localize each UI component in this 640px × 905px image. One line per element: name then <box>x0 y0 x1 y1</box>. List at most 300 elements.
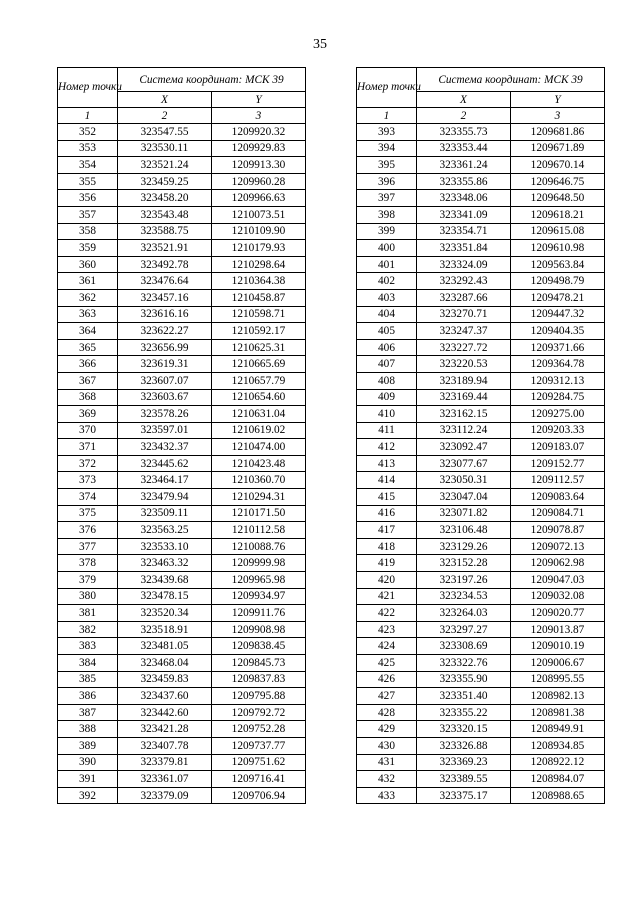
table-row <box>357 173 605 190</box>
y-coordinate-cell: 1208984.07 <box>511 771 605 788</box>
x-coordinate-cell: 323050.31 <box>417 472 511 489</box>
x-coordinate-cell: 323292.43 <box>417 273 511 290</box>
x-coordinate-cell: 323439.68 <box>118 572 212 589</box>
y-coordinate-cell: 1210112.58 <box>212 522 306 539</box>
table-row <box>357 505 605 522</box>
y-coordinate-cell: 1209275.00 <box>511 406 605 423</box>
table-row <box>357 671 605 688</box>
point-number-cell: 353 <box>58 140 118 157</box>
point-number-cell: 374 <box>58 489 118 506</box>
point-number-cell: 423 <box>357 621 417 638</box>
table-row <box>58 455 306 472</box>
point-number-header: Номер точки <box>58 68 118 108</box>
y-coordinate-cell: 1209920.32 <box>212 124 306 141</box>
point-number-cell: 405 <box>357 323 417 340</box>
table-row <box>357 306 605 323</box>
y-coordinate-cell: 1209838.45 <box>212 638 306 655</box>
point-number-cell: 352 <box>58 124 118 141</box>
table-row <box>357 372 605 389</box>
x-coordinate-cell: 323162.15 <box>417 406 511 423</box>
point-number-cell: 373 <box>58 472 118 489</box>
x-coordinate-cell: 323458.20 <box>118 190 212 207</box>
table-row <box>58 389 306 406</box>
y-coordinate-cell: 1209911.76 <box>212 605 306 622</box>
x-coordinate-cell: 323479.94 <box>118 489 212 506</box>
table-body <box>58 124 306 804</box>
x-coordinate-cell: 323106.48 <box>417 522 511 539</box>
x-coordinate-cell: 323152.28 <box>417 555 511 572</box>
y-coordinate-cell: 1209152.77 <box>511 455 605 472</box>
y-coordinate-cell: 1209364.78 <box>511 356 605 373</box>
y-coordinate-cell: 1210423.48 <box>212 455 306 472</box>
table-row <box>58 223 306 240</box>
point-number-cell: 359 <box>58 240 118 257</box>
y-coordinate-cell: 1209478.21 <box>511 289 605 306</box>
y-coordinate-cell: 1209610.98 <box>511 240 605 257</box>
table-row <box>357 339 605 356</box>
y-coordinate-cell: 1209047.03 <box>511 572 605 589</box>
table-row <box>357 240 605 257</box>
x-coordinate-cell: 323379.81 <box>118 754 212 771</box>
y-coordinate-cell: 1209737.77 <box>212 737 306 754</box>
point-number-cell: 385 <box>58 671 118 688</box>
x-coordinate-cell: 323092.47 <box>417 439 511 456</box>
x-coordinate-cell: 323619.31 <box>118 356 212 373</box>
table-row <box>357 754 605 771</box>
y-coordinate-cell: 1209112.57 <box>511 472 605 489</box>
table-row <box>357 771 605 788</box>
table-row <box>357 638 605 655</box>
point-number-cell: 376 <box>58 522 118 539</box>
point-number-cell: 393 <box>357 124 417 141</box>
point-number-cell: 392 <box>58 787 118 804</box>
x-coordinate-cell: 323047.04 <box>417 489 511 506</box>
point-number-cell: 364 <box>58 323 118 340</box>
point-number-cell: 375 <box>58 505 118 522</box>
y-coordinate-cell: 1210592.17 <box>212 323 306 340</box>
x-coordinate-cell: 323287.66 <box>417 289 511 306</box>
x-coordinate-cell: 323324.09 <box>417 256 511 273</box>
y-coordinate-cell: 1210364.38 <box>212 273 306 290</box>
point-number-cell: 382 <box>58 621 118 638</box>
x-coordinate-cell: 323616.16 <box>118 306 212 323</box>
table-row <box>58 505 306 522</box>
x-header: X <box>118 92 212 108</box>
y-coordinate-cell: 1209010.19 <box>511 638 605 655</box>
y-coordinate-cell: 1209966.63 <box>212 190 306 207</box>
column-index: 3 <box>212 108 306 124</box>
table-row <box>357 588 605 605</box>
table-row <box>357 124 605 141</box>
y-coordinate-cell: 1210474.00 <box>212 439 306 456</box>
table-row <box>357 455 605 472</box>
y-coordinate-cell: 1209646.75 <box>511 173 605 190</box>
table-row <box>58 605 306 622</box>
x-coordinate-cell: 323463.32 <box>118 555 212 572</box>
y-coordinate-cell: 1209837.83 <box>212 671 306 688</box>
point-number-cell: 428 <box>357 704 417 721</box>
column-index: 1 <box>357 108 417 124</box>
point-number-cell: 390 <box>58 754 118 771</box>
table-row <box>357 439 605 456</box>
table-row <box>357 157 605 174</box>
x-coordinate-cell: 323355.22 <box>417 704 511 721</box>
table-row <box>357 256 605 273</box>
y-coordinate-cell: 1210298.64 <box>212 256 306 273</box>
table-row <box>58 655 306 672</box>
x-coordinate-cell: 323459.83 <box>118 671 212 688</box>
y-coordinate-cell: 1209934.97 <box>212 588 306 605</box>
table-row <box>357 737 605 754</box>
table-row <box>357 605 605 622</box>
point-number-cell: 355 <box>58 173 118 190</box>
y-coordinate-cell: 1209681.86 <box>511 124 605 141</box>
coordinate-system-header: Система координат: МСК 39 <box>417 68 605 92</box>
point-number-cell: 388 <box>58 721 118 738</box>
x-coordinate-cell: 323521.24 <box>118 157 212 174</box>
y-coordinate-cell: 1210458.87 <box>212 289 306 306</box>
table-row <box>357 704 605 721</box>
x-coordinate-cell: 323322.76 <box>417 655 511 672</box>
point-number-cell: 370 <box>58 422 118 439</box>
table-row <box>58 157 306 174</box>
x-coordinate-cell: 323071.82 <box>417 505 511 522</box>
point-number-cell: 402 <box>357 273 417 290</box>
x-coordinate-cell: 323326.88 <box>417 737 511 754</box>
y-header: Y <box>212 92 306 108</box>
point-number-cell: 369 <box>58 406 118 423</box>
y-coordinate-cell: 1209072.13 <box>511 538 605 555</box>
x-coordinate-cell: 323379.09 <box>118 787 212 804</box>
point-number-cell: 394 <box>357 140 417 157</box>
point-number-cell: 403 <box>357 289 417 306</box>
table-row <box>58 273 306 290</box>
y-coordinate-cell: 1209404.35 <box>511 323 605 340</box>
y-coordinate-cell: 1210294.31 <box>212 489 306 506</box>
y-coordinate-cell: 1210073.51 <box>212 206 306 223</box>
x-coordinate-cell: 323547.55 <box>118 124 212 141</box>
table-body <box>357 124 605 804</box>
page-number: 35 <box>313 37 327 52</box>
x-coordinate-cell: 323320.15 <box>417 721 511 738</box>
y-coordinate-cell: 1209006.67 <box>511 655 605 672</box>
y-coordinate-cell: 1208981.38 <box>511 704 605 721</box>
point-number-cell: 425 <box>357 655 417 672</box>
table-row <box>58 588 306 605</box>
y-coordinate-cell: 1209929.83 <box>212 140 306 157</box>
y-coordinate-cell: 1209032.08 <box>511 588 605 605</box>
y-coordinate-cell: 1209013.87 <box>511 621 605 638</box>
column-index: 2 <box>118 108 212 124</box>
y-coordinate-cell: 1209706.94 <box>212 787 306 804</box>
point-number-cell: 433 <box>357 787 417 804</box>
table-row <box>58 522 306 539</box>
y-coordinate-cell: 1208982.13 <box>511 688 605 705</box>
y-coordinate-cell: 1210109.90 <box>212 223 306 240</box>
point-number-cell: 395 <box>357 157 417 174</box>
x-coordinate-cell: 323351.40 <box>417 688 511 705</box>
point-number-cell: 409 <box>357 389 417 406</box>
x-coordinate-cell: 323169.44 <box>417 389 511 406</box>
table-row <box>357 555 605 572</box>
point-number-cell: 426 <box>357 671 417 688</box>
x-coordinate-cell: 323407.78 <box>118 737 212 754</box>
point-number-cell: 419 <box>357 555 417 572</box>
table-row <box>357 190 605 207</box>
y-coordinate-cell: 1209648.50 <box>511 190 605 207</box>
table-row <box>58 572 306 589</box>
x-coordinate-cell: 323341.09 <box>417 206 511 223</box>
point-number-cell: 380 <box>58 588 118 605</box>
x-coordinate-cell: 323112.24 <box>417 422 511 439</box>
point-number-cell: 398 <box>357 206 417 223</box>
point-number-cell: 396 <box>357 173 417 190</box>
x-coordinate-cell: 323521.91 <box>118 240 212 257</box>
point-number-cell: 387 <box>58 704 118 721</box>
x-coordinate-cell: 323543.48 <box>118 206 212 223</box>
point-number-cell: 424 <box>357 638 417 655</box>
point-number-cell: 421 <box>357 588 417 605</box>
column-index: 2 <box>417 108 511 124</box>
table-row <box>357 688 605 705</box>
coordinates-table-left <box>57 67 306 804</box>
x-coordinate-cell: 323520.34 <box>118 605 212 622</box>
table-row <box>357 389 605 406</box>
table-row <box>357 621 605 638</box>
y-coordinate-cell: 1209913.30 <box>212 157 306 174</box>
x-coordinate-cell: 323355.90 <box>417 671 511 688</box>
point-number-cell: 379 <box>58 572 118 589</box>
table-row <box>58 621 306 638</box>
table-row <box>357 406 605 423</box>
table-row <box>357 206 605 223</box>
y-coordinate-cell: 1208995.55 <box>511 671 605 688</box>
point-number-cell: 404 <box>357 306 417 323</box>
table-row <box>58 538 306 555</box>
table-row <box>58 206 306 223</box>
y-coordinate-cell: 1209960.28 <box>212 173 306 190</box>
point-number-cell: 406 <box>357 339 417 356</box>
table-row <box>58 671 306 688</box>
x-coordinate-cell: 323530.11 <box>118 140 212 157</box>
y-coordinate-cell: 1209999.98 <box>212 555 306 572</box>
table-row <box>58 190 306 207</box>
x-coordinate-cell: 323468.04 <box>118 655 212 672</box>
point-number-cell: 365 <box>58 339 118 356</box>
point-number-cell: 410 <box>357 406 417 423</box>
table-row <box>357 522 605 539</box>
y-coordinate-cell: 1209084.71 <box>511 505 605 522</box>
y-coordinate-cell: 1210657.79 <box>212 372 306 389</box>
point-number-cell: 358 <box>58 223 118 240</box>
y-coordinate-cell: 1210619.02 <box>212 422 306 439</box>
point-number-cell: 431 <box>357 754 417 771</box>
point-number-cell: 378 <box>58 555 118 572</box>
x-coordinate-cell: 323361.07 <box>118 771 212 788</box>
y-coordinate-cell: 1208988.65 <box>511 787 605 804</box>
x-coordinate-cell: 323563.25 <box>118 522 212 539</box>
x-coordinate-cell: 323656.99 <box>118 339 212 356</box>
table-row <box>58 638 306 655</box>
point-number-cell: 381 <box>58 605 118 622</box>
point-number-cell: 420 <box>357 572 417 589</box>
y-coordinate-cell: 1210625.31 <box>212 339 306 356</box>
x-coordinate-cell: 323533.10 <box>118 538 212 555</box>
y-header: Y <box>511 92 605 108</box>
coordinate-system-header: Система координат: МСК 39 <box>118 68 306 92</box>
point-number-cell: 372 <box>58 455 118 472</box>
y-coordinate-cell: 1209371.66 <box>511 339 605 356</box>
point-number-cell: 366 <box>58 356 118 373</box>
y-coordinate-cell: 1209716.41 <box>212 771 306 788</box>
point-number-cell: 383 <box>58 638 118 655</box>
y-coordinate-cell: 1209498.79 <box>511 273 605 290</box>
x-coordinate-cell: 323264.03 <box>417 605 511 622</box>
point-number-cell: 371 <box>58 439 118 456</box>
point-number-cell: 414 <box>357 472 417 489</box>
table-row <box>58 737 306 754</box>
x-coordinate-cell: 323361.24 <box>417 157 511 174</box>
column-index: 3 <box>511 108 605 124</box>
table-row <box>58 688 306 705</box>
point-number-cell: 362 <box>58 289 118 306</box>
point-number-cell: 361 <box>58 273 118 290</box>
table-row <box>357 323 605 340</box>
point-number-cell: 384 <box>58 655 118 672</box>
y-coordinate-cell: 1209670.14 <box>511 157 605 174</box>
x-coordinate-cell: 323459.25 <box>118 173 212 190</box>
coordinates-table-right <box>356 67 605 804</box>
point-number-cell: 413 <box>357 455 417 472</box>
table-row <box>357 721 605 738</box>
point-number-cell: 399 <box>357 223 417 240</box>
table-row <box>58 173 306 190</box>
y-coordinate-cell: 1209062.98 <box>511 555 605 572</box>
x-coordinate-cell: 323492.78 <box>118 256 212 273</box>
x-coordinate-cell: 323578.26 <box>118 406 212 423</box>
table-row <box>357 787 605 804</box>
table-row <box>357 472 605 489</box>
table-row <box>357 422 605 439</box>
table-row <box>58 721 306 738</box>
x-coordinate-cell: 323220.53 <box>417 356 511 373</box>
y-coordinate-cell: 1209751.62 <box>212 754 306 771</box>
y-coordinate-cell: 1208949.91 <box>511 721 605 738</box>
column-index: 1 <box>58 108 118 124</box>
point-number-cell: 397 <box>357 190 417 207</box>
x-coordinate-cell: 323476.64 <box>118 273 212 290</box>
table-row <box>58 140 306 157</box>
table-row <box>58 289 306 306</box>
table-row <box>58 472 306 489</box>
y-coordinate-cell: 1209563.84 <box>511 256 605 273</box>
x-coordinate-cell: 323353.44 <box>417 140 511 157</box>
y-coordinate-cell: 1209965.98 <box>212 572 306 589</box>
x-coordinate-cell: 323308.69 <box>417 638 511 655</box>
y-coordinate-cell: 1210171.50 <box>212 505 306 522</box>
table-row <box>58 356 306 373</box>
x-coordinate-cell: 323509.11 <box>118 505 212 522</box>
table-row <box>58 240 306 257</box>
table-row <box>58 406 306 423</box>
point-number-cell: 401 <box>357 256 417 273</box>
point-number-cell: 415 <box>357 489 417 506</box>
table-row <box>357 655 605 672</box>
table-row <box>58 771 306 788</box>
x-coordinate-cell: 323355.86 <box>417 173 511 190</box>
x-coordinate-cell: 323622.27 <box>118 323 212 340</box>
table-row <box>357 223 605 240</box>
table-row <box>357 572 605 589</box>
point-number-cell: 354 <box>58 157 118 174</box>
y-coordinate-cell: 1209618.21 <box>511 206 605 223</box>
table-row <box>58 555 306 572</box>
point-number-header: Номер точки <box>357 68 417 108</box>
y-coordinate-cell: 1209312.13 <box>511 372 605 389</box>
table-row <box>58 787 306 804</box>
y-coordinate-cell: 1208934.85 <box>511 737 605 754</box>
y-coordinate-cell: 1210360.70 <box>212 472 306 489</box>
table-row <box>58 422 306 439</box>
x-coordinate-cell: 323445.62 <box>118 455 212 472</box>
x-coordinate-cell: 323588.75 <box>118 223 212 240</box>
point-number-cell: 360 <box>58 256 118 273</box>
x-coordinate-cell: 323129.26 <box>417 538 511 555</box>
point-number-cell: 429 <box>357 721 417 738</box>
table-row <box>357 140 605 157</box>
y-coordinate-cell: 1209795.88 <box>212 688 306 705</box>
table-row <box>357 489 605 506</box>
table-row <box>58 489 306 506</box>
point-number-cell: 408 <box>357 372 417 389</box>
x-coordinate-cell: 323375.17 <box>417 787 511 804</box>
point-number-cell: 416 <box>357 505 417 522</box>
y-coordinate-cell: 1209671.89 <box>511 140 605 157</box>
point-number-cell: 363 <box>58 306 118 323</box>
x-coordinate-cell: 323247.37 <box>417 323 511 340</box>
y-coordinate-cell: 1209447.32 <box>511 306 605 323</box>
table-row <box>58 372 306 389</box>
x-coordinate-cell: 323442.60 <box>118 704 212 721</box>
point-number-cell: 412 <box>357 439 417 456</box>
point-number-cell: 391 <box>58 771 118 788</box>
y-coordinate-cell: 1209752.28 <box>212 721 306 738</box>
y-coordinate-cell: 1209203.33 <box>511 422 605 439</box>
table-row <box>58 124 306 141</box>
point-number-cell: 411 <box>357 422 417 439</box>
table-row <box>357 273 605 290</box>
point-number-cell: 400 <box>357 240 417 257</box>
point-number-cell: 367 <box>58 372 118 389</box>
table-row <box>58 323 306 340</box>
point-number-cell: 417 <box>357 522 417 539</box>
x-coordinate-cell: 323481.05 <box>118 638 212 655</box>
x-coordinate-cell: 323227.72 <box>417 339 511 356</box>
y-coordinate-cell: 1210179.93 <box>212 240 306 257</box>
x-coordinate-cell: 323234.53 <box>417 588 511 605</box>
x-coordinate-cell: 323437.60 <box>118 688 212 705</box>
x-coordinate-cell: 323351.84 <box>417 240 511 257</box>
y-coordinate-cell: 1210088.76 <box>212 538 306 555</box>
point-number-cell: 422 <box>357 605 417 622</box>
table-row <box>58 754 306 771</box>
point-number-cell: 357 <box>58 206 118 223</box>
y-coordinate-cell: 1209083.64 <box>511 489 605 506</box>
point-number-cell: 389 <box>58 737 118 754</box>
x-coordinate-cell: 323077.67 <box>417 455 511 472</box>
x-coordinate-cell: 323270.71 <box>417 306 511 323</box>
x-coordinate-cell: 323603.67 <box>118 389 212 406</box>
